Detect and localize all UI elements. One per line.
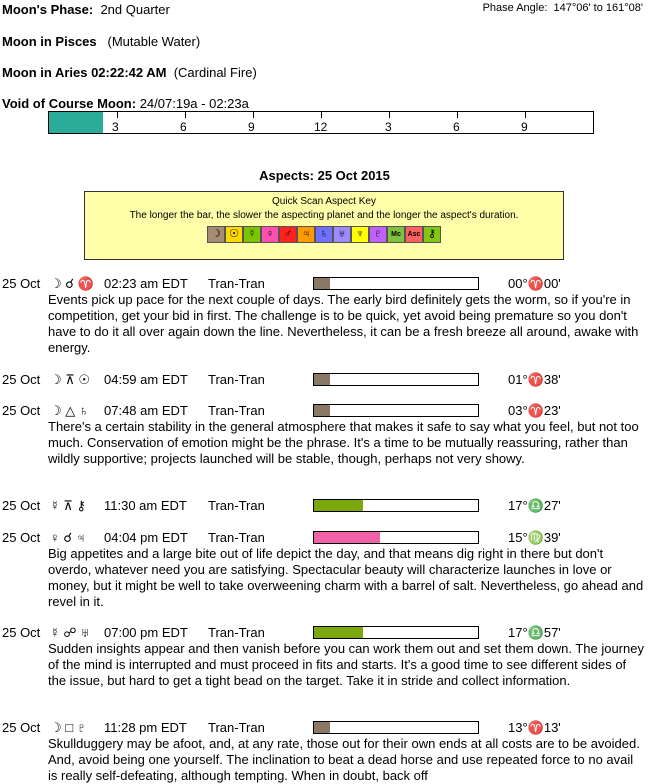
aspect-time: 07:00 pm EDT bbox=[104, 625, 188, 640]
moon-ingress-line bbox=[2, 65, 257, 80]
timeline-tick bbox=[117, 112, 118, 118]
phase-angle-label: Phase Angle: bbox=[482, 2, 548, 14]
aspect-degree: 15°♍39' bbox=[508, 530, 561, 545]
aspect-glyphs: ☽ ☌ ♈ bbox=[50, 276, 94, 291]
aspect-key-swatch: ♄ bbox=[315, 226, 333, 243]
timeline-tick-label: 6 bbox=[180, 120, 187, 134]
aspect-key-swatch: ☽ bbox=[207, 226, 225, 243]
aspect-time: 07:48 am EDT bbox=[104, 403, 188, 418]
aspect-date: 25 Oct bbox=[2, 625, 41, 640]
void-of-course-timeline bbox=[48, 111, 594, 134]
aspect-row bbox=[0, 403, 649, 419]
aspect-description: Sudden insights appear and then vanish before you can work them out and set them down. The journey of the mind is interrupted and must proceed in fits and starts. It's a good time to see different sides of the issue, but hard to get a tight bead on the target. Take it in stride and collect information. bbox=[48, 641, 644, 688]
aspect-key-title: Quick Scan Aspect Key bbox=[272, 196, 376, 207]
aspect-date: 25 Oct bbox=[2, 498, 41, 513]
aspect-duration-bar bbox=[313, 626, 479, 639]
timeline-tick bbox=[321, 112, 322, 118]
aspect-description: There's a certain stability in the general atmosphere that makes it safe to say what you feel, but not too much. Conservation of emotion might be the phrase. It's a time to be mutually reassuring, rather than wildly supportive; projects launched will be stable, though, perhaps not very showy. bbox=[48, 419, 639, 466]
aspect-date: 25 Oct bbox=[2, 372, 41, 387]
moon-aries-value: (Cardinal Fire) bbox=[173, 65, 257, 80]
aspect-type: Tran-Tran bbox=[208, 530, 265, 545]
aspect-glyphs: ☽ △ ♄ bbox=[50, 403, 89, 418]
aspect-key-swatches bbox=[85, 226, 563, 243]
aspect-key-swatch: Mc bbox=[387, 226, 405, 243]
aspect-degree: 03°♈23' bbox=[508, 403, 561, 418]
aspect-description: Events pick up pace for the next couple of days. The early bird definitely gets the worm, so if you're in competition, get your bid in first. The challenge is to be quick, yet avoid being premature so you don't have to do it all over again down the line. Nevertheless, it can be a fresh breeze all around, awake with energy. bbox=[48, 292, 639, 355]
aspect-key-swatch: ♃ bbox=[297, 226, 315, 243]
aspect-duration-fill bbox=[314, 500, 363, 511]
aspect-description: Big appetites and a large bite out of life depict the day, and that means dig right in there but don't overdo, whatever need you are satisfying. Spectacular beauty will characterize launches in love or money, but it might be well to take overweening charm with a barrel of salt. Nevertheless, go ahead and revel in it. bbox=[48, 546, 644, 609]
aspect-description: Skullduggery may be afoot, and, at any rate, those out for their own ends at all costs are to be avoided. And, avoid being one yourself. The inclination to beat a dead horse and use repeated force to no avail is really self-defeating, although tempting. When in doubt, back off bbox=[48, 736, 640, 783]
aspects-title: Aspects: 25 Oct 2015 bbox=[259, 168, 390, 183]
moon-phase-label: Moon's Phase: bbox=[2, 2, 94, 17]
aspect-duration-fill bbox=[314, 722, 330, 733]
moon-sign-line bbox=[2, 34, 200, 49]
aspect-key-description: The longer the bar, the slower the aspecting planet and the longer the aspect's duration. bbox=[129, 210, 519, 221]
aspect-degree: 00°♈00' bbox=[508, 276, 561, 291]
moon-phase-line bbox=[2, 2, 170, 17]
aspect-degree: 01°♈38' bbox=[508, 372, 561, 387]
moon-pisces-label: Moon in Pisces bbox=[2, 34, 97, 49]
moon-aries-label: Moon in Aries 02:22:42 AM bbox=[2, 65, 167, 80]
aspect-type: Tran-Tran bbox=[208, 498, 265, 513]
aspect-row bbox=[0, 498, 649, 514]
timeline-tick-label: 9 bbox=[248, 120, 255, 134]
aspect-key-swatch: ♇ bbox=[369, 226, 387, 243]
timeline-tick bbox=[525, 112, 526, 118]
aspect-type: Tran-Tran bbox=[208, 720, 265, 735]
aspect-date: 25 Oct bbox=[2, 276, 41, 291]
aspect-key-swatch: ⚷ bbox=[423, 226, 441, 243]
aspect-duration-bar bbox=[313, 373, 479, 386]
aspect-row bbox=[0, 530, 649, 546]
aspect-key-swatch: Asc bbox=[405, 226, 423, 243]
moon-pisces-value: (Mutable Water) bbox=[107, 34, 201, 49]
moon-phase-value: 2nd Quarter bbox=[100, 2, 170, 17]
aspect-duration-fill bbox=[314, 374, 330, 385]
aspect-key-swatch: ☿ bbox=[243, 226, 261, 243]
aspect-degree: 17°♎27' bbox=[508, 498, 561, 513]
aspect-glyphs: ☽ ⊼ ☉ bbox=[50, 372, 91, 387]
aspect-row bbox=[0, 276, 649, 292]
timeline-tick bbox=[457, 112, 458, 118]
aspect-row bbox=[0, 625, 649, 641]
aspect-date: 25 Oct bbox=[2, 530, 41, 545]
void-value: 24/07:19a - 02:23a bbox=[139, 96, 249, 111]
timeline-tick-label: 12 bbox=[314, 120, 328, 134]
aspect-time: 11:30 am EDT bbox=[104, 498, 187, 513]
aspect-glyphs: ☿ ⊼ ⚷ bbox=[50, 498, 87, 513]
phase-angle-value: 147°06' to 161°08' bbox=[553, 2, 643, 14]
timeline-tick-label: 6 bbox=[453, 120, 460, 134]
aspect-type: Tran-Tran bbox=[208, 372, 265, 387]
aspect-duration-bar bbox=[313, 531, 479, 544]
timeline-tick bbox=[389, 112, 390, 118]
aspect-duration-fill bbox=[314, 532, 380, 543]
aspect-date: 25 Oct bbox=[2, 403, 41, 418]
aspect-duration-fill bbox=[314, 405, 330, 416]
aspect-degree: 17°♎57' bbox=[508, 625, 561, 640]
aspect-glyphs: ☽ □ ♇ bbox=[50, 720, 87, 735]
timeline-tick-label: 3 bbox=[385, 120, 392, 134]
aspect-row bbox=[0, 372, 649, 388]
aspect-key-swatch: ♀ bbox=[261, 226, 279, 243]
aspect-key bbox=[84, 191, 564, 260]
timeline-tick-label: 9 bbox=[521, 120, 528, 134]
aspect-type: Tran-Tran bbox=[208, 625, 265, 640]
timeline-tick bbox=[253, 112, 254, 118]
aspect-row bbox=[0, 720, 649, 736]
aspect-duration-fill bbox=[314, 627, 363, 638]
aspect-key-swatch: ♆ bbox=[351, 226, 369, 243]
aspect-degree: 13°♈13' bbox=[508, 720, 561, 735]
timeline-tick bbox=[185, 112, 186, 118]
aspect-date: 25 Oct bbox=[2, 720, 41, 735]
aspect-key-swatch: ☉ bbox=[225, 226, 243, 243]
aspect-time: 04:04 pm EDT bbox=[104, 530, 188, 545]
aspect-type: Tran-Tran bbox=[208, 276, 265, 291]
aspect-glyphs: ☿ ☍ ♅ bbox=[50, 625, 90, 640]
aspect-duration-bar bbox=[313, 499, 479, 512]
void-of-course-line bbox=[2, 96, 249, 111]
aspect-time: 02:23 am EDT bbox=[104, 276, 188, 291]
aspect-type: Tran-Tran bbox=[208, 403, 265, 418]
aspect-duration-bar bbox=[313, 404, 479, 417]
aspect-key-swatch: ♂ bbox=[279, 226, 297, 243]
void-of-course-fill bbox=[49, 112, 103, 133]
aspect-key-swatch: ♅ bbox=[333, 226, 351, 243]
aspect-duration-bar bbox=[313, 721, 479, 734]
aspect-glyphs: ♀ ☌ ♃ bbox=[50, 530, 86, 545]
void-label: Void of Course Moon: bbox=[2, 96, 137, 111]
aspect-time: 11:28 pm EDT bbox=[104, 720, 187, 735]
phase-angle-line bbox=[483, 2, 643, 14]
aspect-time: 04:59 am EDT bbox=[104, 372, 188, 387]
timeline-tick-label: 3 bbox=[112, 120, 119, 134]
aspect-duration-bar bbox=[313, 277, 479, 290]
aspect-duration-fill bbox=[314, 278, 330, 289]
